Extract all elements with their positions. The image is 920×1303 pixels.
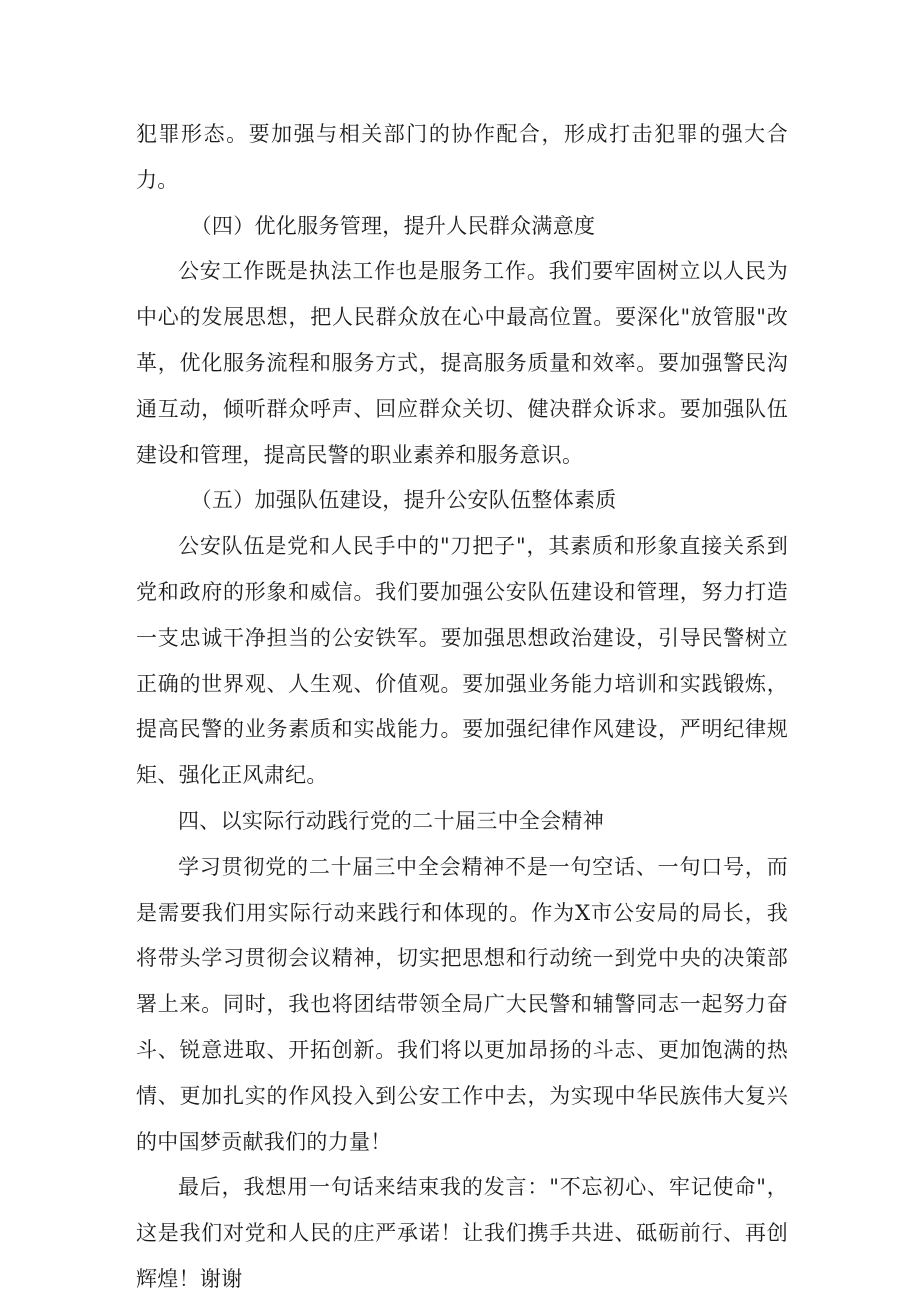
paragraph-action: 学习贯彻党的二十届三中全会精神不是一句空话、一句口号，而是需要我们用实际行动来践行和体现的。作为X市公安局的局长，我将带头学习贯彻会议精神，切实把思想和行动统一到党中央的决策部署上来。同时，我也将团结带领全局广大民警和辅警同志一起努力奋斗、锐意进取、开拓创新。我们将以更加昂扬的斗志、更加饱满的热情、更加扎实的作风投入到公安工作中去，为实现中华民族伟大复兴的中国梦贡献我们的力量！ xyxy=(136,854,788,1154)
paragraph-service: 公安工作既是执法工作也是服务工作。我们要牢固树立以人民为中心的发展思想，把人民群众放在心中最高位置。要深化"放管服"改革，优化服务流程和服务方式，提高服务质量和效率。要加强警民沟通互动，倾听群众呼声、回应群众关切、健决群众诉求。要加强队伍建设和管理，提高民警的职业素养和服务意识。 xyxy=(136,259,788,467)
subheading-five: （五）加强队伍建设，提升公安队伍整体素质 xyxy=(190,488,617,513)
paragraph-closing: 最后，我想用一句话来结束我的发言："不忘初心、牢记使命"，这是我们对党和人民的庄严承诺！让我们携手共进、砥砺前行、再创辉煌！谢谢 xyxy=(136,1175,788,1291)
paragraph-team: 公安队伍是党和人民手中的"刀把子"，其素质和形象直接关系到党和政府的形象和威信。我们要加强公安队伍建设和管理，努力打造一支忠诚干净担当的公安铁军。要加强思想政治建设，引导民警树立正确的世界观、人生观、价值观。要加强业务能力培训和实践锻炼，提高民警的业务素质和实战能力。要加强纪律作风建设，严明纪律规矩、强化正风肃纪。 xyxy=(136,534,788,788)
subheading-four: （四）优化服务管理，提升人民群众满意度 xyxy=(190,213,596,238)
section-heading-four: 四、以实际行动践行党的二十届三中全会精神 xyxy=(178,808,604,833)
document-body xyxy=(136,112,788,1303)
paragraph-continued: 犯罪形态。要加强与相关部门的协作配合，形成打击犯罪的强大合力。 xyxy=(136,122,788,192)
